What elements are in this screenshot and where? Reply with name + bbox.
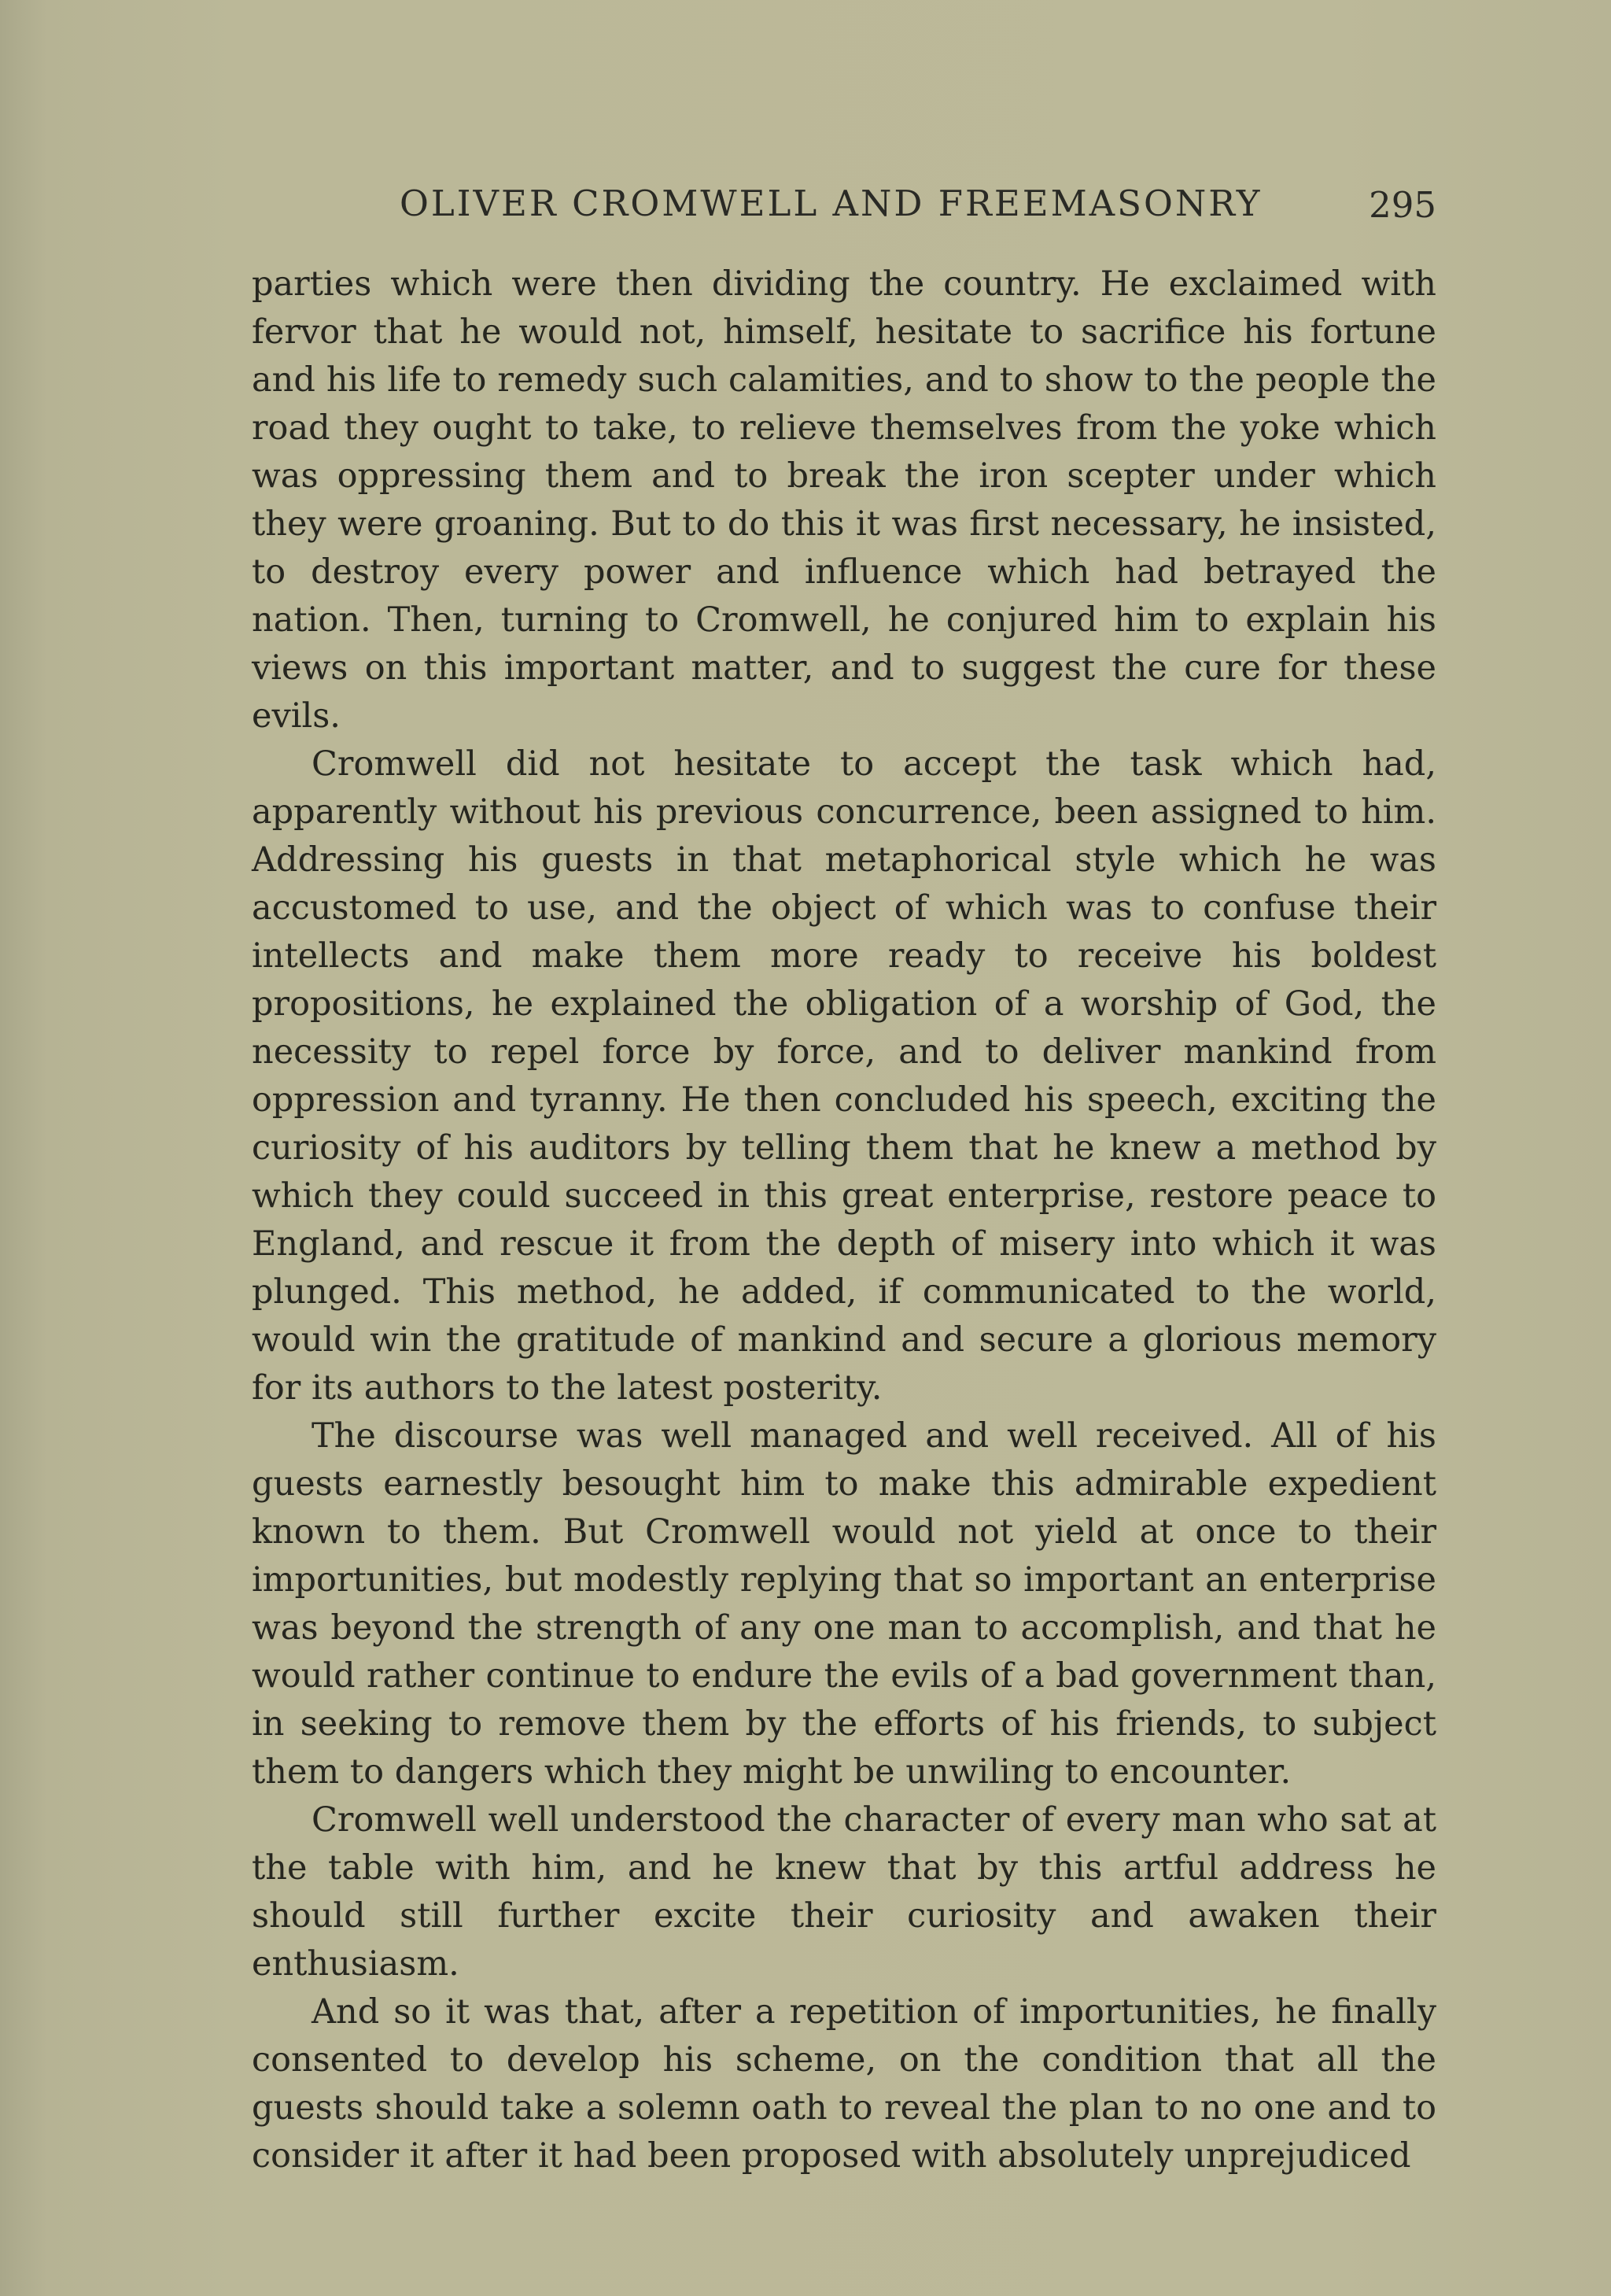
body-text [252, 260, 1436, 2180]
paragraph: Cromwell well understood the character of every man who sat at the table with him, and he knew that by this artful address he should still further excite their curiosity and awaken their enthusiasm. [252, 1800, 1436, 1984]
paragraph-final: And so it was that, after a repetition of importunities, he finally consented to develop his scheme, on the condition that all the guests should take a solemn oath to reveal the plan to no one and to consider it after it had been proposed with absolutely unprejudiced [252, 1992, 1436, 2176]
page-number: 295 [1369, 184, 1436, 226]
paragraph: Cromwell did not hesitate to accept the task which had, apparently without his previous concurrence, been assigned to him. Addressing his guests in that metaphorical style which he was accustomed to use, and the object of which was to confuse their intellects and make them more ready to receive his boldest propositions, he explained the obligation of a worship of God, the necessity to repel force by force, and to deliver mankind from oppression and tyranny. He then concluded his speech, exciting the curiosity of his auditors by telling them that he knew a method by which they could succeed in this great enterprise, restore peace to England, and rescue it from the depth of misery into which it was plunged. This method, he added, if communicated to the world, would win the gratitude of mankind and secure a glorious memory for its authors to the latest posterity. [252, 744, 1436, 1408]
running-title: OLIVER CROMWELL AND FREEMASONRY [400, 183, 1263, 224]
paragraph: The discourse was well managed and well received. All of his guests earnestly besought him to make this admirable expedient known to them. But Cromwell would not yield at once to their importunities, but modestly replying that so important an enterprise was beyond the strength of any one man to accomplish, and that he would rather continue to endure the evils of a bad government than, in seeking to remove them by the efforts of his friends, to subject them to dangers which they might be unwiling to encounter. [252, 1416, 1436, 1792]
paragraph-continued: parties which were then dividing the country. He exclaimed with fervor that he would not, himself, hesitate to sacrifice his fortune and his life to remedy such calamities, and to show to the people the road they ought to take, to relieve themselves from the yoke which was oppressing them and to break the iron scepter under which they were groaning. But to do this it was first necessary, he insisted, to destroy every power and influence which had betrayed the nation. Then, turning to Cromwell, he conjured him to explain his views on this important matter, and to suggest the cure for these evils. [252, 264, 1436, 736]
page-header [252, 183, 1436, 238]
